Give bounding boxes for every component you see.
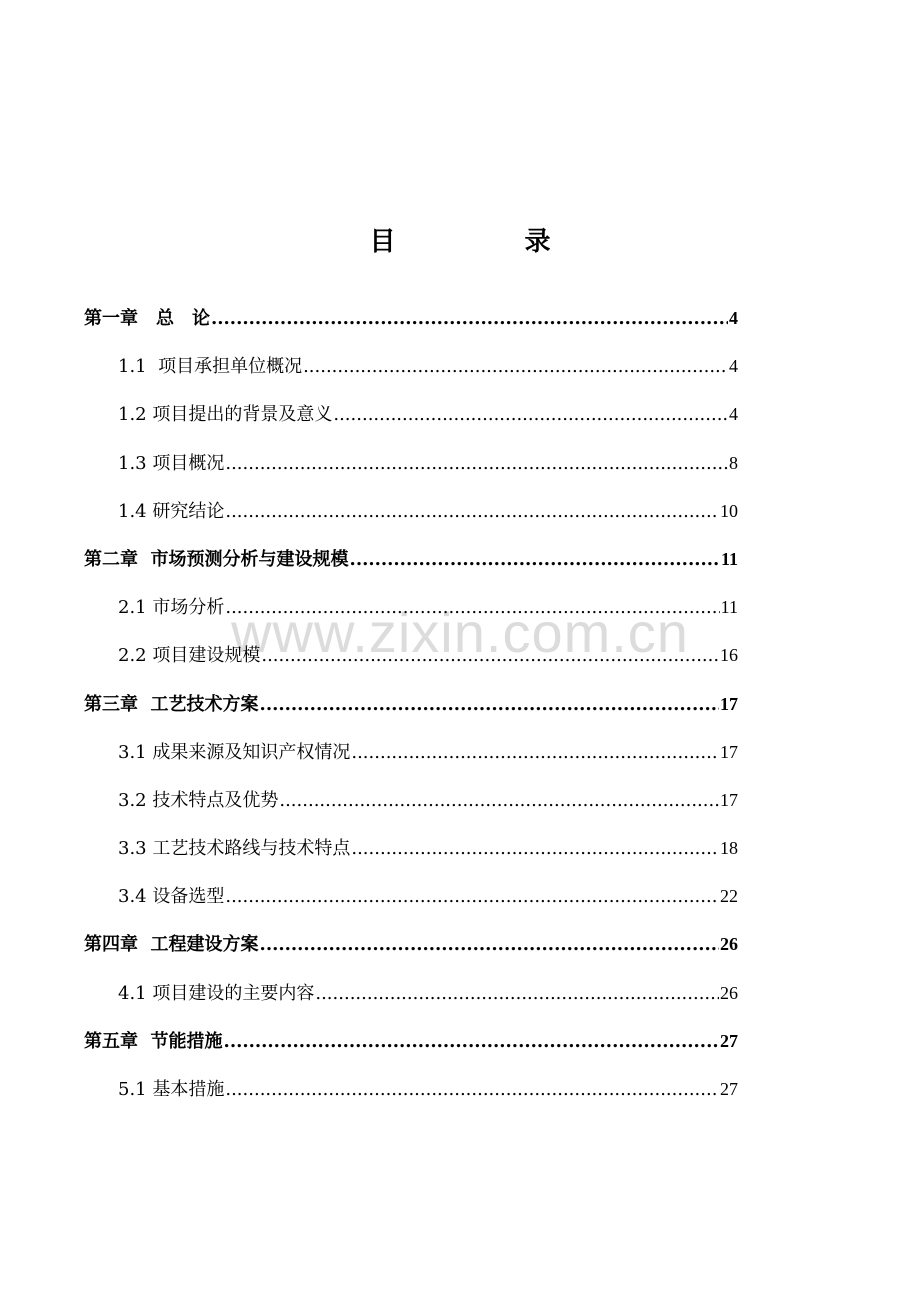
toc-entry-section-2-2[interactable] [84, 637, 738, 685]
toc-entry-section-5-1[interactable] [84, 1071, 738, 1119]
toc-entry-section-3-4[interactable] [84, 878, 738, 926]
toc-entry-page: 16 [720, 645, 738, 666]
toc-entry-page: 4 [729, 308, 738, 328]
toc-entry-chapter-3[interactable] [84, 686, 738, 734]
toc-entry-page: 17 [720, 789, 738, 810]
toc-entry-section-3-2[interactable] [84, 782, 738, 830]
toc-entry-label: 第一章 总 论 [84, 308, 210, 329]
dot-leader [279, 783, 719, 819]
dot-leader [224, 1024, 719, 1060]
dot-leader [225, 494, 719, 530]
toc-entry-chapter-5[interactable] [84, 1023, 738, 1071]
toc-entry-label: 1.2 项目提出的背景及意义 [118, 404, 333, 426]
dot-leader [315, 976, 719, 1012]
dot-leader [351, 831, 719, 867]
toc-entry-page: 26 [720, 934, 738, 955]
dot-leader [350, 542, 720, 578]
toc-entry-page: 4 [729, 356, 738, 377]
toc-entry-label: 4.1 项目建设的主要内容 [118, 982, 315, 1004]
toc-entry-chapter-1[interactable] [84, 300, 738, 348]
toc-entry-chapter-4[interactable] [84, 926, 738, 974]
toc-entry-section-1-2[interactable] [84, 396, 738, 444]
toc-entry-page: 10 [720, 500, 738, 521]
toc-entry-page: 17 [720, 741, 738, 762]
toc-entry-page: 17 [720, 693, 738, 714]
toc-entry-section-4-1[interactable] [84, 975, 738, 1023]
toc-entry-page: 11 [720, 597, 738, 618]
toc-entry-label: 1.1 项目承担单位概况 [118, 356, 303, 378]
toc-entry-page: 27 [720, 1079, 738, 1099]
toc-entry-section-3-1[interactable] [84, 734, 738, 782]
toc-entry-label: 第二章 市场预测分析与建设规模 [84, 548, 349, 570]
toc-entry-section-1-3[interactable] [84, 445, 738, 493]
toc-entry-label: 3.1 成果来源及知识产权情况 [118, 741, 351, 763]
toc-entry-section-3-3[interactable] [84, 830, 738, 878]
toc-entry-label: 3.4 设备选型 [118, 886, 225, 908]
toc-entry-label: 3.2 技术特点及优势 [118, 789, 279, 811]
dot-leader [303, 349, 728, 385]
toc-entry-label: 5.1 基本措施 [118, 1079, 225, 1100]
dot-leader [225, 1072, 719, 1108]
dot-leader [260, 927, 719, 963]
toc-entry-section-1-4[interactable] [84, 493, 738, 541]
dot-leader [211, 301, 728, 337]
toc-title: 目 录 [369, 227, 611, 257]
toc-entry-label: 1.3 项目概况 [118, 452, 225, 474]
toc-entry-label: 2.2 项目建设规模 [118, 645, 261, 667]
toc-entry-page: 8 [729, 452, 738, 473]
toc-entry-label: 第三章 工艺技术方案 [84, 693, 259, 715]
toc-entry-page: 4 [729, 404, 738, 425]
dot-leader [225, 879, 719, 915]
dot-leader [333, 397, 728, 433]
dot-leader [260, 687, 719, 723]
dot-leader [225, 590, 719, 626]
watermark: www.zixin.com.cn [231, 601, 689, 664]
dot-leader [225, 446, 728, 482]
toc-entry-section-2-1[interactable] [84, 589, 738, 637]
toc-entry-page: 26 [720, 982, 738, 1003]
dot-leader [351, 735, 719, 771]
toc-entry-label: 第五章 节能措施 [84, 1030, 223, 1052]
table-of-contents [84, 300, 738, 1119]
toc-entry-label: 3.3 工艺技术路线与技术特点 [118, 838, 351, 860]
toc-entry-page: 11 [720, 548, 738, 569]
toc-entry-label: 1.4 研究结论 [118, 500, 225, 522]
toc-entry-section-1-1[interactable] [84, 348, 738, 396]
toc-entry-page: 27 [720, 1030, 738, 1051]
toc-entry-page: 18 [720, 838, 738, 859]
toc-entry-page: 22 [720, 886, 738, 907]
dot-leader [261, 638, 719, 674]
toc-entry-label: 2.1 市场分析 [118, 597, 225, 619]
toc-entry-chapter-2[interactable] [84, 541, 738, 589]
toc-entry-label: 第四章 工程建设方案 [84, 934, 259, 956]
